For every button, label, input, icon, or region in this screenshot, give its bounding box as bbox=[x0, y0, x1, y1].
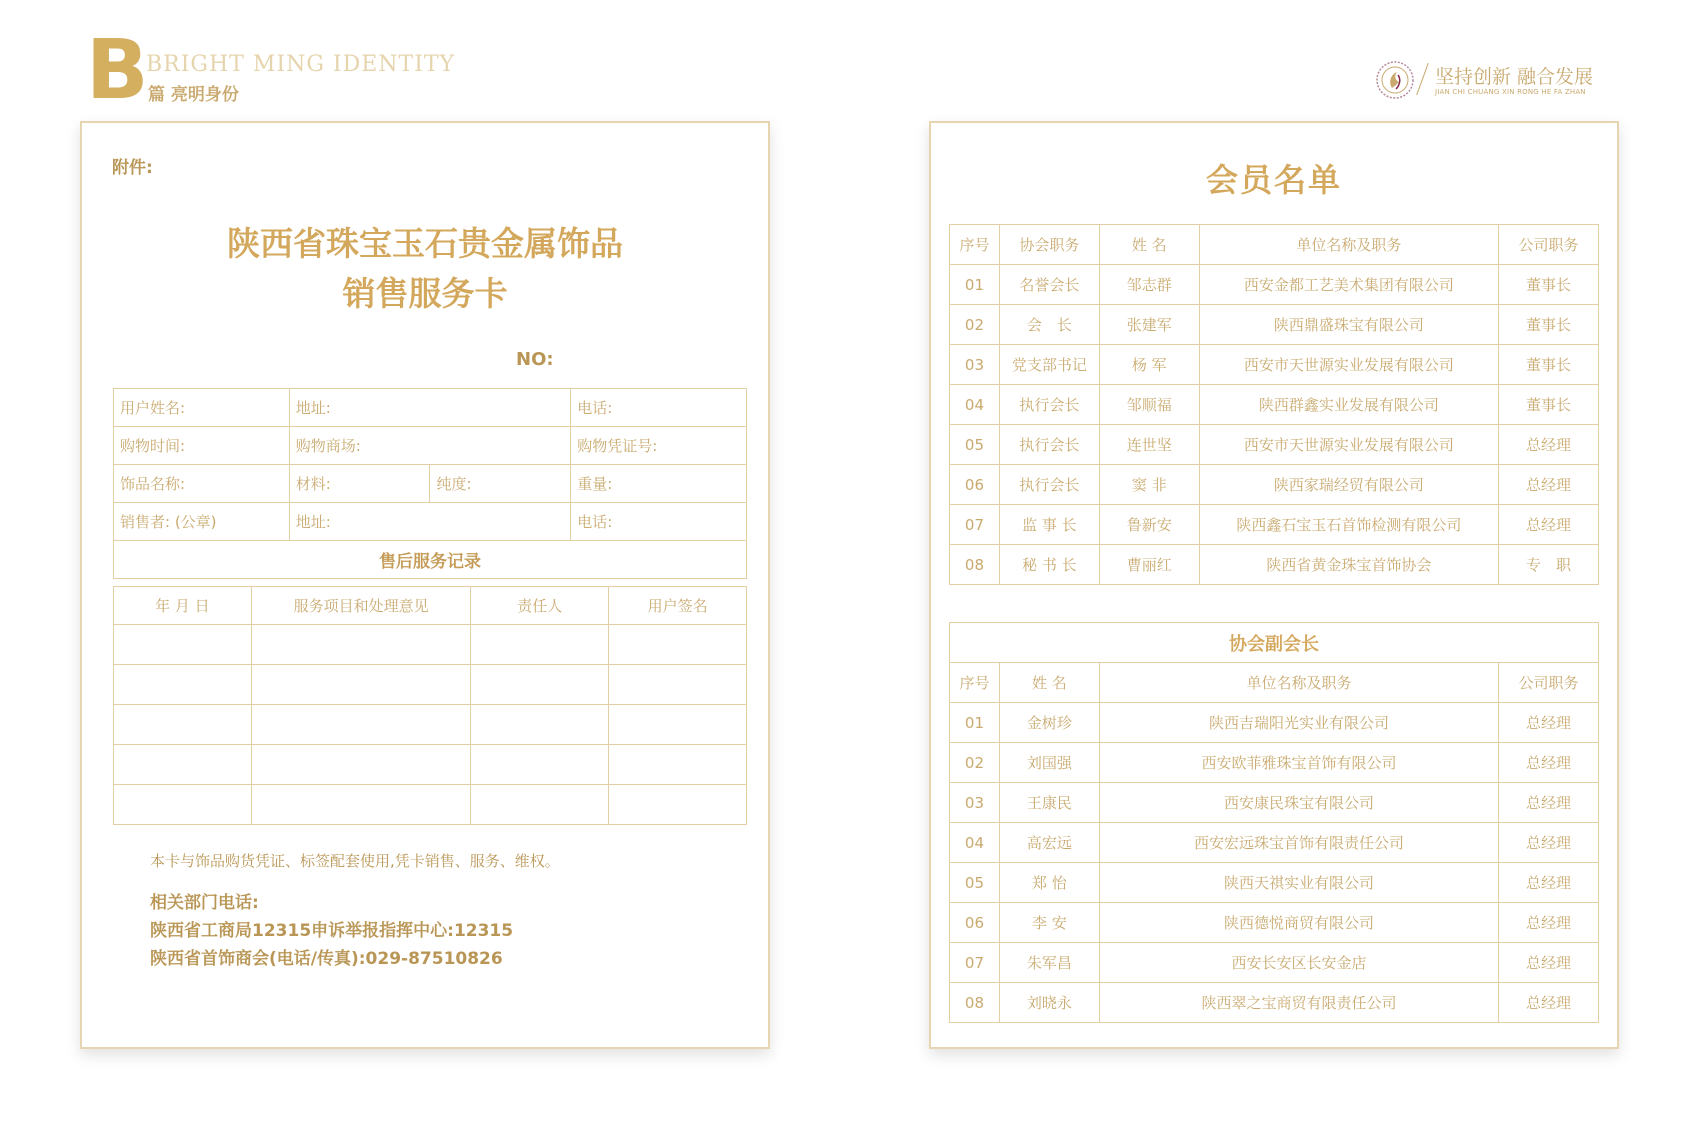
table-cell: 07 bbox=[950, 505, 1000, 545]
vice-president-title: 协会副会长 bbox=[950, 623, 1599, 663]
table-cell bbox=[114, 625, 252, 665]
table-cell: 总经理 bbox=[1499, 783, 1599, 823]
member-list-card bbox=[929, 121, 1619, 1049]
header-user-signature: 用户签名 bbox=[609, 587, 747, 625]
table-row bbox=[114, 541, 747, 579]
header-service-item: 服务项目和处理意见 bbox=[251, 587, 471, 625]
table-cell: 陕西家瑞经贸有限公司 bbox=[1199, 465, 1498, 505]
table-row bbox=[950, 425, 1599, 465]
table-cell bbox=[609, 625, 747, 665]
table-cell: 窦 非 bbox=[1099, 465, 1199, 505]
table-cell: 04 bbox=[950, 823, 1000, 863]
vice-president-table bbox=[949, 622, 1599, 1023]
table-cell: 西安市天世源实业发展有限公司 bbox=[1199, 425, 1498, 465]
card-title-line1: 陕西省珠宝玉石贵金属饰品 bbox=[227, 224, 623, 263]
table-cell bbox=[251, 625, 471, 665]
table-cell: 总经理 bbox=[1499, 863, 1599, 903]
table-cell: 总经理 bbox=[1499, 703, 1599, 743]
table-cell: 03 bbox=[950, 783, 1000, 823]
header-association-role: 协会职务 bbox=[999, 225, 1099, 265]
table-cell bbox=[251, 745, 471, 785]
header-company: 单位名称及职务 bbox=[1099, 663, 1498, 703]
table-cell: 西安宏远珠宝首饰有限责任公司 bbox=[1099, 823, 1498, 863]
table-cell: 曹丽红 bbox=[1099, 545, 1199, 585]
brand-header bbox=[86, 23, 486, 118]
table-cell: 邹顺福 bbox=[1099, 385, 1199, 425]
table-cell: 秘 书 长 bbox=[999, 545, 1099, 585]
table-cell: 董事长 bbox=[1499, 305, 1599, 345]
weight-field: 重量: bbox=[571, 465, 747, 503]
table-cell: 王康民 bbox=[999, 783, 1099, 823]
slogan bbox=[1375, 60, 1675, 110]
customer-info-table bbox=[113, 388, 747, 579]
table-row bbox=[950, 545, 1599, 585]
table-row bbox=[114, 389, 747, 427]
table-cell: 陕西天祺实业有限公司 bbox=[1099, 863, 1498, 903]
table-cell: 01 bbox=[950, 703, 1000, 743]
table-cell: 陕西德悦商贸有限公司 bbox=[1099, 903, 1498, 943]
table-row bbox=[950, 305, 1599, 345]
table-cell bbox=[471, 665, 609, 705]
header-date: 年 月 日 bbox=[114, 587, 252, 625]
address-field: 地址: bbox=[289, 389, 571, 427]
dept-phone-2: 陕西省首饰商会(电话/传真):029-87510826 bbox=[150, 949, 503, 969]
table-cell: 总经理 bbox=[1499, 983, 1599, 1023]
table-row bbox=[950, 385, 1599, 425]
table-cell: 06 bbox=[950, 903, 1000, 943]
table-cell: 监 事 长 bbox=[999, 505, 1099, 545]
table-cell: 04 bbox=[950, 385, 1000, 425]
member-list-title: 会员名单 bbox=[1205, 161, 1342, 199]
table-cell: 陕西省黄金珠宝首饰协会 bbox=[1199, 545, 1498, 585]
table-cell: 刘晓永 bbox=[999, 983, 1099, 1023]
header-index: 序号 bbox=[950, 663, 1000, 703]
table-cell: 党支部书记 bbox=[999, 345, 1099, 385]
table-cell: 执行会长 bbox=[999, 385, 1099, 425]
seller-field: 销售者: (公章) bbox=[114, 503, 290, 541]
table-cell: 西安金都工艺美术集团有限公司 bbox=[1199, 265, 1498, 305]
purchase-time-field: 购物时间: bbox=[114, 427, 290, 465]
member-table bbox=[949, 224, 1599, 585]
table-cell: 张建军 bbox=[1099, 305, 1199, 345]
table-cell: 07 bbox=[950, 943, 1000, 983]
phone-field: 电话: bbox=[571, 389, 747, 427]
table-cell bbox=[251, 665, 471, 705]
table-cell bbox=[251, 705, 471, 745]
voucher-no-field: 购物凭证号: bbox=[571, 427, 747, 465]
table-row bbox=[950, 505, 1599, 545]
header-company-role: 公司职务 bbox=[1499, 225, 1599, 265]
table-cell: 05 bbox=[950, 425, 1000, 465]
table-cell: 总经理 bbox=[1499, 743, 1599, 783]
table-row bbox=[114, 705, 747, 745]
table-cell: 专 职 bbox=[1499, 545, 1599, 585]
table-caption-row bbox=[950, 623, 1599, 663]
table-cell: 杨 军 bbox=[1099, 345, 1199, 385]
table-row bbox=[114, 745, 747, 785]
table-cell: 陕西翠之宝商贸有限责任公司 bbox=[1099, 983, 1498, 1023]
table-cell: 鲁新安 bbox=[1099, 505, 1199, 545]
table-cell: 总经理 bbox=[1499, 465, 1599, 505]
table-cell: 名誉会长 bbox=[999, 265, 1099, 305]
table-row bbox=[950, 465, 1599, 505]
table-cell: 郑 怡 bbox=[999, 863, 1099, 903]
header-company-role: 公司职务 bbox=[1499, 663, 1599, 703]
table-row bbox=[114, 785, 747, 825]
store-field: 购物商场: bbox=[289, 427, 571, 465]
card-number-label: NO: bbox=[516, 349, 554, 370]
table-header-row bbox=[114, 587, 747, 625]
table-cell: 总经理 bbox=[1499, 903, 1599, 943]
slogan-separator bbox=[1416, 63, 1429, 95]
header-index: 序号 bbox=[950, 225, 1000, 265]
table-row bbox=[114, 625, 747, 665]
slogan-sub: JIAN CHI CHUANG XIN RONG HE FA ZHAN bbox=[1435, 88, 1586, 96]
table-row bbox=[950, 743, 1599, 783]
table-cell bbox=[114, 665, 252, 705]
table-cell bbox=[609, 785, 747, 825]
table-cell: 会 长 bbox=[999, 305, 1099, 345]
header-name: 姓 名 bbox=[999, 663, 1099, 703]
table-cell: 董事长 bbox=[1499, 385, 1599, 425]
item-name-field: 饰品名称: bbox=[114, 465, 290, 503]
table-row bbox=[114, 465, 747, 503]
table-cell: 陕西鼎盛珠宝有限公司 bbox=[1199, 305, 1498, 345]
table-cell: 刘国强 bbox=[999, 743, 1099, 783]
table-cell bbox=[609, 665, 747, 705]
table-cell: 陕西群鑫实业发展有限公司 bbox=[1199, 385, 1498, 425]
table-cell: 执行会长 bbox=[999, 425, 1099, 465]
brand-chinese: 篇 亮明身份 bbox=[148, 85, 239, 105]
table-cell: 总经理 bbox=[1499, 943, 1599, 983]
table-cell bbox=[114, 745, 252, 785]
table-row bbox=[114, 665, 747, 705]
table-cell bbox=[471, 785, 609, 825]
table-cell bbox=[609, 745, 747, 785]
table-row bbox=[114, 427, 747, 465]
dept-phone-1: 陕西省工商局12315申诉举报指挥中心:12315 bbox=[150, 921, 514, 941]
table-cell: 连世坚 bbox=[1099, 425, 1199, 465]
table-row bbox=[950, 783, 1599, 823]
table-cell: 李 安 bbox=[999, 903, 1099, 943]
table-cell: 西安长安区长安金店 bbox=[1099, 943, 1498, 983]
table-cell: 08 bbox=[950, 545, 1000, 585]
table-row bbox=[950, 703, 1599, 743]
user-name-field: 用户姓名: bbox=[114, 389, 290, 427]
table-cell bbox=[471, 745, 609, 785]
table-cell: 总经理 bbox=[1499, 425, 1599, 465]
table-cell bbox=[114, 785, 252, 825]
table-row bbox=[950, 823, 1599, 863]
header-company: 单位名称及职务 bbox=[1199, 225, 1498, 265]
table-cell bbox=[114, 705, 252, 745]
table-cell: 金树珍 bbox=[999, 703, 1099, 743]
table-cell: 邹志群 bbox=[1099, 265, 1199, 305]
table-cell: 陕西鑫石宝玉石首饰检测有限公司 bbox=[1199, 505, 1498, 545]
after-sales-title: 售后服务记录 bbox=[114, 541, 747, 579]
table-cell: 总经理 bbox=[1499, 823, 1599, 863]
table-cell: 董事长 bbox=[1499, 265, 1599, 305]
table-cell: 05 bbox=[950, 863, 1000, 903]
table-cell: 03 bbox=[950, 345, 1000, 385]
table-cell: 朱军昌 bbox=[999, 943, 1099, 983]
table-cell: 西安欧菲雅珠宝首饰有限公司 bbox=[1099, 743, 1498, 783]
table-row bbox=[950, 265, 1599, 305]
table-cell bbox=[609, 705, 747, 745]
table-cell: 高宏远 bbox=[999, 823, 1099, 863]
slogan-main: 坚持创新 融合发展 bbox=[1435, 66, 1594, 88]
header-responsible: 责任人 bbox=[471, 587, 609, 625]
brand-english: BRIGHT MING IDENTITY bbox=[146, 52, 456, 77]
table-row bbox=[114, 503, 747, 541]
table-cell: 02 bbox=[950, 743, 1000, 783]
table-row bbox=[950, 903, 1599, 943]
table-cell: 02 bbox=[950, 305, 1000, 345]
table-cell bbox=[251, 785, 471, 825]
card-title bbox=[82, 219, 768, 319]
material-field: 材料: bbox=[289, 465, 430, 503]
table-cell: 董事长 bbox=[1499, 345, 1599, 385]
table-header-row bbox=[950, 225, 1599, 265]
table-cell bbox=[471, 705, 609, 745]
usage-note: 本卡与饰品购货凭证、标签配套使用,凭卡销售、服务、维权。 bbox=[150, 852, 560, 870]
table-cell: 陕西吉瑞阳光实业有限公司 bbox=[1099, 703, 1498, 743]
table-row bbox=[950, 345, 1599, 385]
table-header-row bbox=[950, 663, 1599, 703]
header-name: 姓 名 bbox=[1099, 225, 1199, 265]
table-cell: 06 bbox=[950, 465, 1000, 505]
dept-phone-label: 相关部门电话: bbox=[150, 893, 259, 913]
association-logo-icon bbox=[1375, 60, 1415, 100]
table-cell: 01 bbox=[950, 265, 1000, 305]
service-card bbox=[80, 121, 770, 1049]
seller-phone-field: 电话: bbox=[571, 503, 747, 541]
table-row bbox=[950, 863, 1599, 903]
table-row bbox=[950, 943, 1599, 983]
table-cell: 西安市天世源实业发展有限公司 bbox=[1199, 345, 1498, 385]
table-cell: 西安康民珠宝有限公司 bbox=[1099, 783, 1498, 823]
brand-letter: B bbox=[86, 23, 149, 118]
after-sales-table bbox=[113, 586, 747, 825]
seller-address-field: 地址: bbox=[289, 503, 571, 541]
table-cell bbox=[471, 625, 609, 665]
card-title-line2: 销售服务卡 bbox=[342, 274, 508, 313]
attachment-label: 附件: bbox=[112, 158, 153, 178]
table-cell: 执行会长 bbox=[999, 465, 1099, 505]
table-cell: 总经理 bbox=[1499, 505, 1599, 545]
table-cell: 08 bbox=[950, 983, 1000, 1023]
table-row bbox=[950, 983, 1599, 1023]
purity-field: 纯度: bbox=[430, 465, 571, 503]
